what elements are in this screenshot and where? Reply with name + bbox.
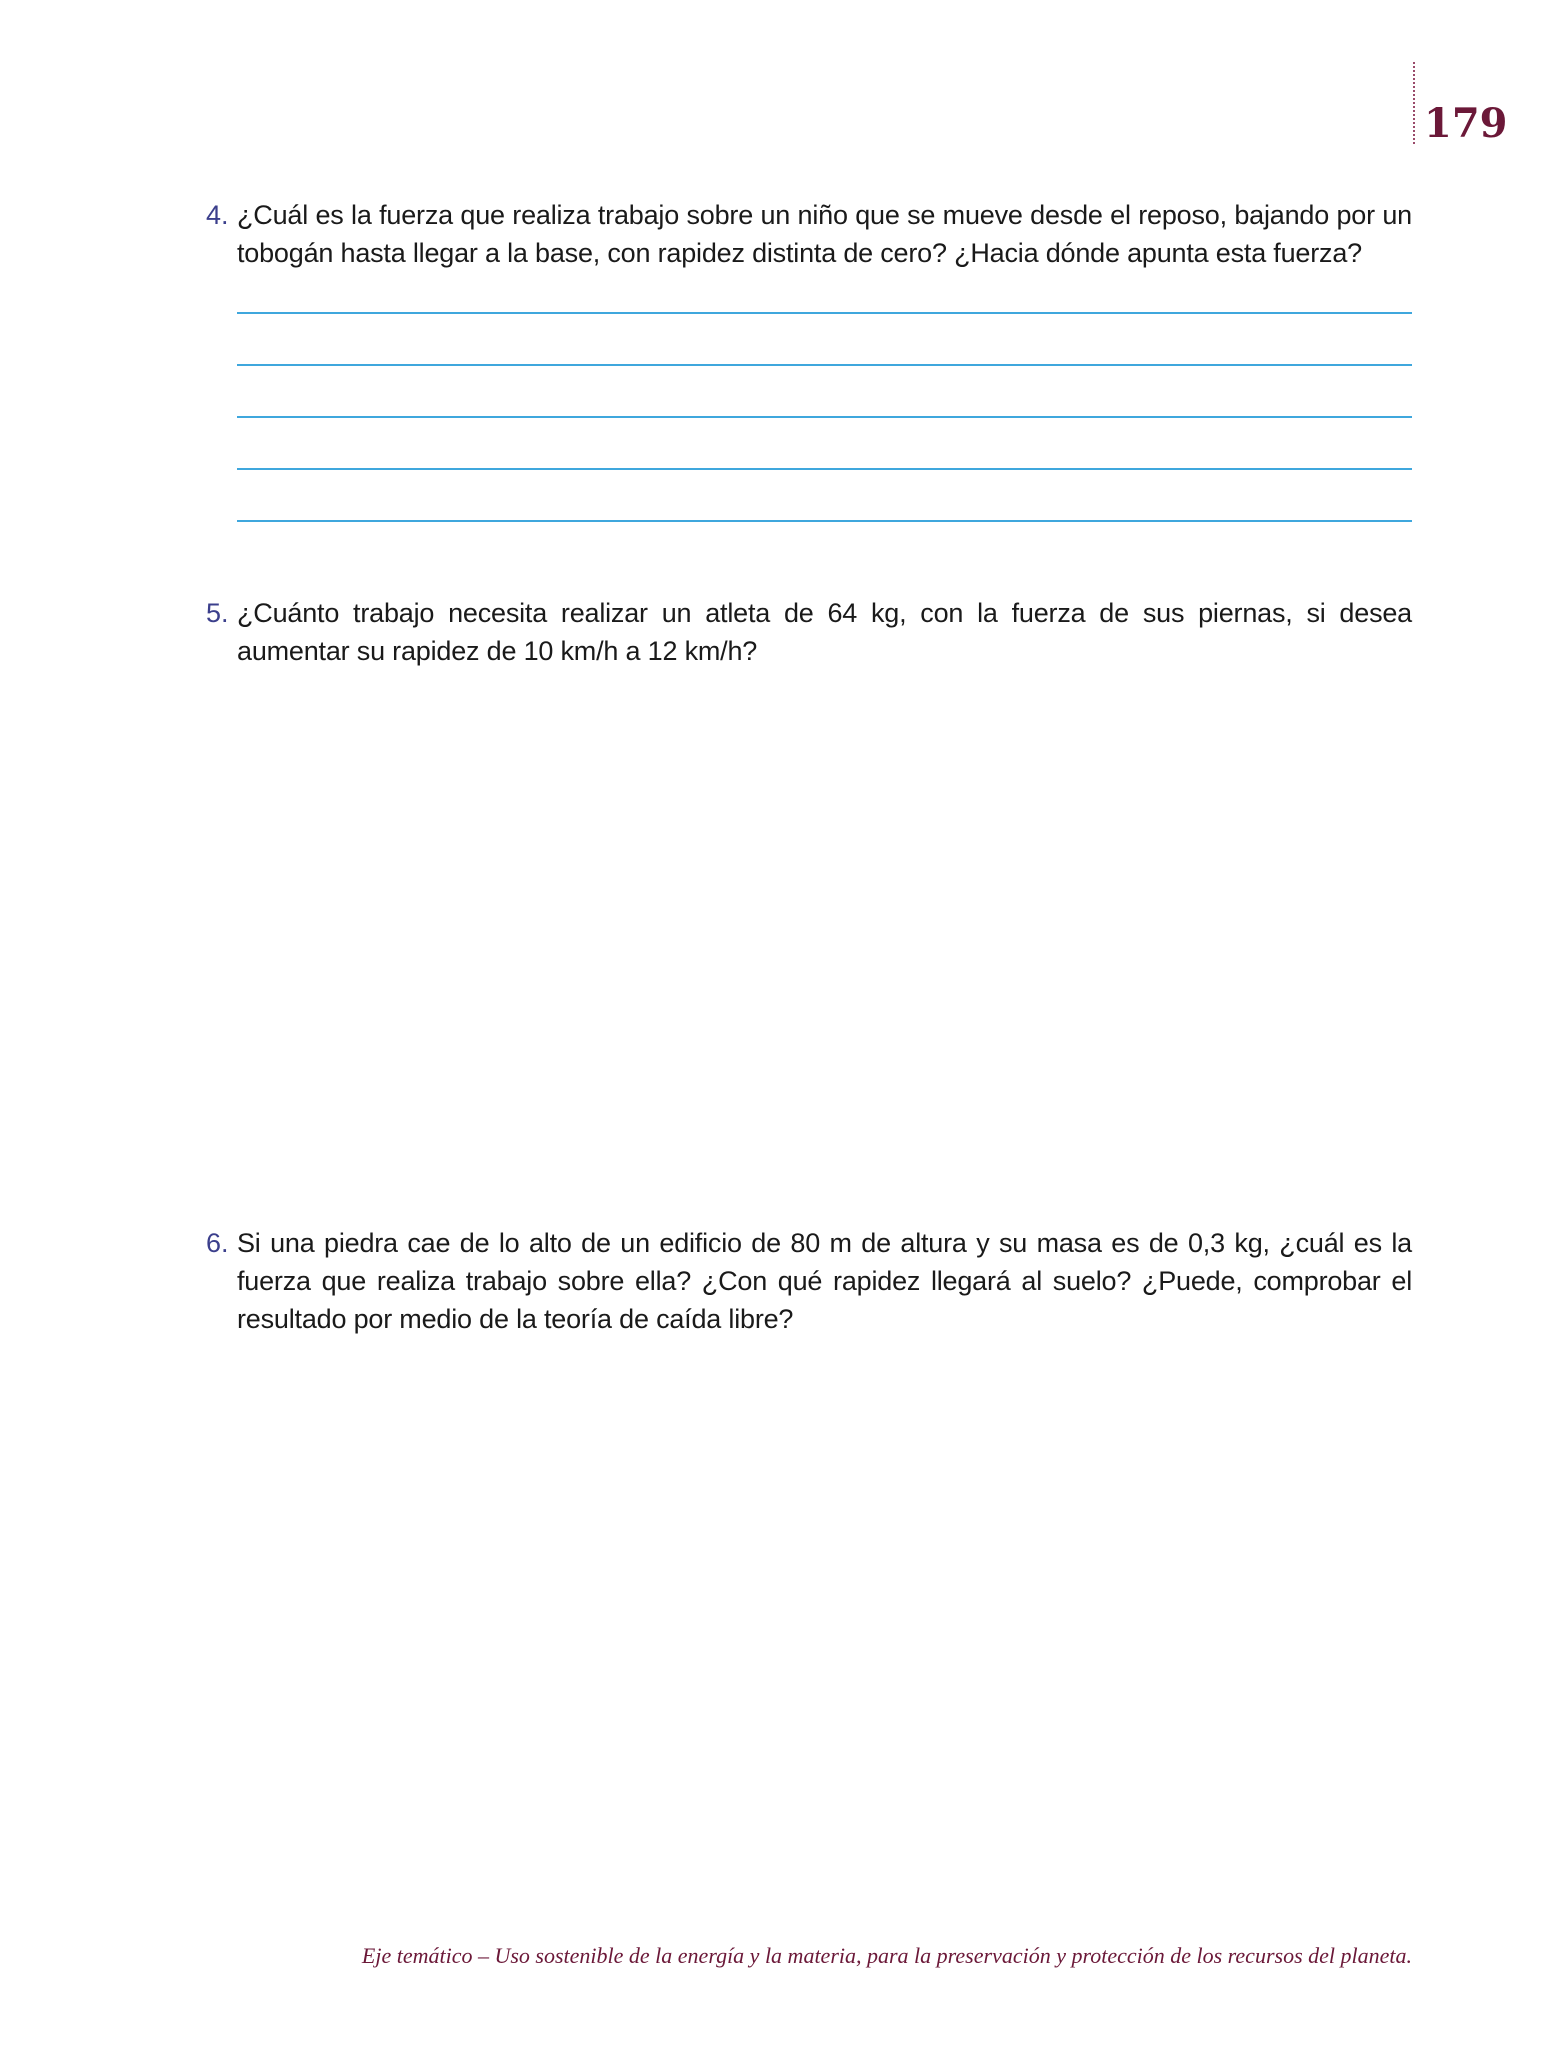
question-4 xyxy=(206,196,1412,272)
question-text: Si una piedra cae de lo alto de un edificio de 80 m de altura y su masa es de 0,3 kg, ¿cuál es la fuerza que realiza trabajo sobre ella? ¿Con qué rapidez llegará al suelo? ¿Puede, comprobar el resultado por medio de la teoría de caída libre? xyxy=(237,1228,1412,1334)
question-6 xyxy=(206,1224,1412,1338)
answer-line-4[interactable] xyxy=(237,468,1412,470)
question-number: 6. xyxy=(206,1228,229,1258)
footer-thematic-axis: Eje temático – Uso sostenible de la energía y la materia, para la preservación y protección de los recursos del planeta. xyxy=(361,1943,1412,1968)
answer-line-2[interactable] xyxy=(237,364,1412,366)
page-number: 179 xyxy=(1424,100,1508,147)
answer-line-5[interactable] xyxy=(237,520,1412,522)
question-number: 5. xyxy=(206,598,229,628)
question-text: ¿Cuánto trabajo necesita realizar un atleta de 64 kg, con la fuerza de sus piernas, si desea aumentar su rapidez de 10 km/h a 12 km/h? xyxy=(237,598,1412,666)
question-number: 4. xyxy=(206,200,229,230)
page-number-divider xyxy=(1413,62,1415,144)
answer-line-1[interactable] xyxy=(237,312,1412,314)
answer-line-3[interactable] xyxy=(237,416,1412,418)
question-5 xyxy=(206,594,1412,670)
question-text: ¿Cuál es la fuerza que realiza trabajo sobre un niño que se mueve desde el reposo, bajando por un tobogán hasta llegar a la base, con rapidez distinta de cero? ¿Hacia dónde apunta esta fuerza? xyxy=(237,200,1412,268)
